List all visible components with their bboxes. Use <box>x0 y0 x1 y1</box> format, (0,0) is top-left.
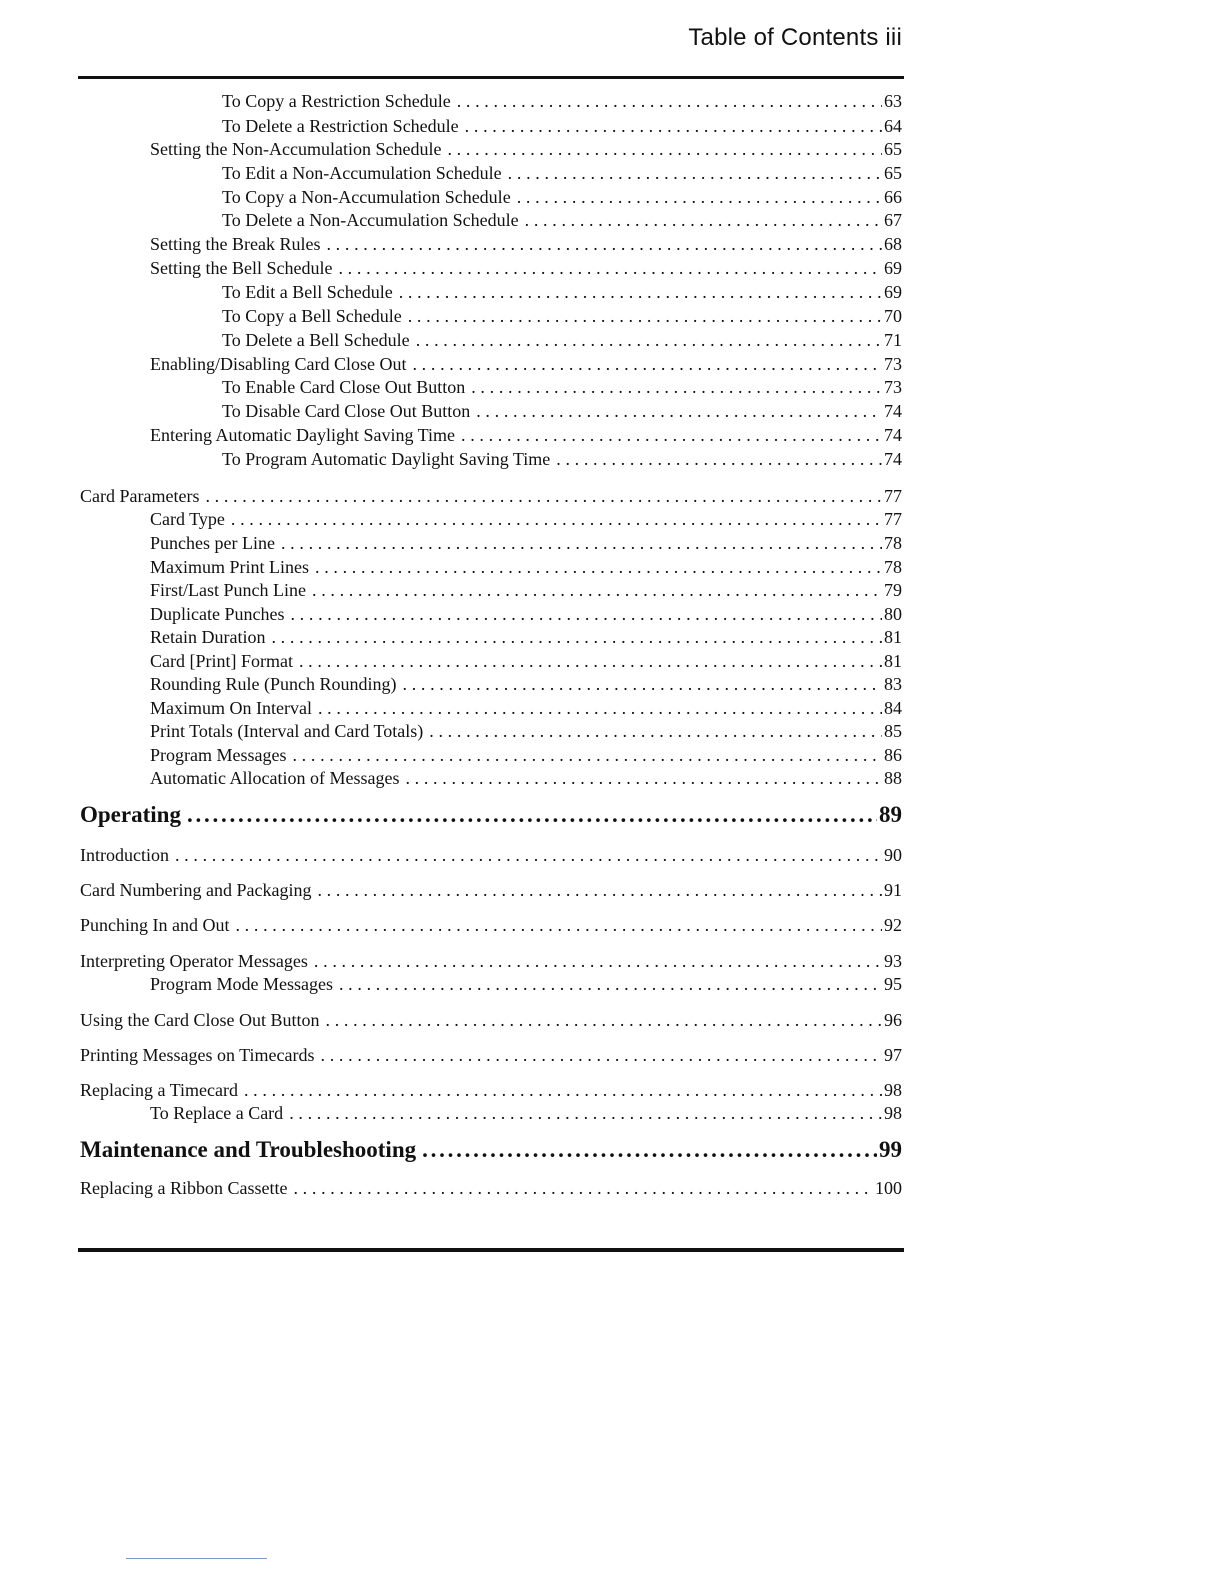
toc-entry <box>150 721 902 742</box>
toc-entry-page: 65 <box>884 163 902 183</box>
toc-entry-page: 69 <box>884 282 902 302</box>
toc-dot-leader <box>315 557 882 578</box>
toc-entry-title: Maximum Print Lines <box>150 557 309 577</box>
toc-dot-leader <box>403 674 883 695</box>
toc-entry-page: 90 <box>884 845 902 865</box>
toc-dot-leader <box>412 354 882 375</box>
toc-entry-page: 69 <box>884 258 902 278</box>
toc-dot-leader <box>271 627 882 648</box>
toc-dot-leader <box>338 258 882 279</box>
toc-entry-page: 67 <box>884 210 902 230</box>
toc-entry-title: Replacing a Timecard <box>80 1080 238 1100</box>
toc-entry-title: Rounding Rule (Punch Rounding) <box>150 674 397 694</box>
top-rule <box>78 76 904 79</box>
toc-dot-leader <box>422 1137 877 1163</box>
toc-entry <box>150 698 902 719</box>
toc-dot-leader <box>447 139 882 160</box>
toc-chapter-entry <box>80 802 902 828</box>
toc-entry <box>222 449 902 470</box>
page-header-title: Table of Contents iii <box>688 24 902 51</box>
toc-entry-page: 66 <box>884 187 902 207</box>
toc-entry-title: To Program Automatic Daylight Saving Time <box>222 449 551 469</box>
toc-entry-title: Retain Duration <box>150 627 266 647</box>
toc-entry-title: To Edit a Non-Accumulation Schedule <box>222 163 502 183</box>
toc-entry-page: 63 <box>884 91 902 111</box>
toc-entry-page: 99 <box>879 1137 902 1162</box>
toc-entry-title: Punching In and Out <box>80 915 230 935</box>
toc-entry-title: Printing Messages on Timecards <box>80 1045 315 1065</box>
toc-entry-title: Card Numbering and Packaging <box>80 880 312 900</box>
toc-entry-title: Card [Print] Format <box>150 651 293 671</box>
toc-dot-leader <box>405 768 882 789</box>
toc-dot-leader <box>289 1103 882 1124</box>
toc-entry-title: Operating <box>80 802 181 827</box>
toc-dot-leader <box>321 1045 882 1066</box>
toc-entry-title: First/Last Punch Line <box>150 580 306 600</box>
toc-entry-page: 81 <box>884 651 902 671</box>
toc-entry <box>150 354 902 375</box>
toc-entry-page: 68 <box>884 234 902 254</box>
toc-entry-title: Setting the Break Rules <box>150 234 321 254</box>
toc-entry-page: 64 <box>884 116 902 136</box>
toc-entry-page: 79 <box>884 580 902 600</box>
toc-entry-page: 74 <box>884 401 902 421</box>
toc-dot-leader <box>235 915 882 936</box>
toc-entry <box>150 258 902 279</box>
toc-entry-title: Card Type <box>150 509 225 529</box>
toc-entry-title: To Copy a Restriction Schedule <box>222 91 451 111</box>
toc-dot-leader <box>556 449 882 470</box>
toc-entry-page: 78 <box>884 557 902 577</box>
toc-entry-page: 100 <box>875 1178 902 1198</box>
toc-entry-page: 77 <box>884 509 902 529</box>
toc-entry <box>150 651 902 672</box>
toc-entry <box>150 974 902 995</box>
toc-entry-title: Punches per Line <box>150 533 275 553</box>
toc-entry-page: 84 <box>884 698 902 718</box>
toc-entry <box>150 768 902 789</box>
toc-dot-leader <box>231 509 882 530</box>
toc-entry-page: 98 <box>884 1080 902 1100</box>
toc-entry-title: To Disable Card Close Out Button <box>222 401 471 421</box>
toc-entry-title: Introduction <box>80 845 169 865</box>
toc-entry <box>80 915 902 936</box>
toc-entry <box>222 163 902 184</box>
toc-entry <box>80 1010 902 1031</box>
toc-chapter-entry <box>80 1137 902 1163</box>
toc-entry <box>222 330 902 351</box>
toc-dot-leader <box>187 802 877 828</box>
toc-entry-title: Setting the Non-Accumulation Schedule <box>150 139 442 159</box>
toc-entry-page: 81 <box>884 627 902 647</box>
toc-entry-page: 73 <box>884 377 902 397</box>
toc-entry-title: Print Totals (Interval and Card Totals) <box>150 721 424 741</box>
toc-entry <box>150 745 902 766</box>
toc-entry <box>80 1178 902 1199</box>
toc-entry-title: Duplicate Punches <box>150 604 285 624</box>
toc-entry-page: 86 <box>884 745 902 765</box>
toc-entry-title: Interpreting Operator Messages <box>80 951 308 971</box>
toc-entry-page: 92 <box>884 915 902 935</box>
toc-dot-leader <box>508 163 882 184</box>
toc-dot-leader <box>326 1010 883 1031</box>
toc-entry <box>80 880 902 901</box>
toc-entry-title: Card Parameters <box>80 486 200 506</box>
toc-entry <box>150 604 902 625</box>
toc-entry-title: Replacing a Ribbon Cassette <box>80 1178 288 1198</box>
toc-entry <box>222 282 902 303</box>
toc-entry <box>150 234 902 255</box>
toc-dot-leader <box>318 698 882 719</box>
toc-entry <box>150 627 902 648</box>
toc-entry-page: 80 <box>884 604 902 624</box>
toc-dot-leader <box>312 580 882 601</box>
footer-mark <box>126 1558 267 1559</box>
toc-entry <box>150 1103 902 1124</box>
toc-entry-page: 74 <box>884 425 902 445</box>
toc-entry-title: Using the Card Close Out Button <box>80 1010 320 1030</box>
toc-entry-title: To Delete a Non-Accumulation Schedule <box>222 210 519 230</box>
toc-dot-leader <box>457 91 882 112</box>
toc-entry-page: 73 <box>884 354 902 374</box>
toc-entry <box>222 306 902 327</box>
toc-entry-page: 78 <box>884 533 902 553</box>
toc-dot-leader <box>465 116 882 137</box>
toc-entry <box>222 401 902 422</box>
toc-entry <box>80 845 902 866</box>
toc-entry-page: 74 <box>884 449 902 469</box>
toc-entry-page: 95 <box>884 974 902 994</box>
toc-entry-page: 77 <box>884 486 902 506</box>
toc-entry <box>80 951 902 972</box>
toc-entry-page: 70 <box>884 306 902 326</box>
toc-entry <box>222 91 902 112</box>
toc-entry-page: 65 <box>884 139 902 159</box>
toc-entry-page: 96 <box>884 1010 902 1030</box>
toc-entry-title: Program Messages <box>150 745 287 765</box>
toc-entry <box>80 1080 902 1101</box>
toc-dot-leader <box>314 951 882 972</box>
toc-entry <box>222 116 902 137</box>
toc-entry-page: 91 <box>884 880 902 900</box>
toc-entry-page: 88 <box>884 768 902 788</box>
toc-entry <box>150 509 902 530</box>
toc-dot-leader <box>429 721 882 742</box>
toc-entry <box>150 139 902 160</box>
toc-entry-page: 98 <box>884 1103 902 1123</box>
toc-dot-leader <box>317 880 882 901</box>
toc-entry-title: To Copy a Non-Accumulation Schedule <box>222 187 511 207</box>
toc-dot-leader <box>290 604 882 625</box>
toc-dot-leader <box>525 210 882 231</box>
toc-entry <box>222 187 902 208</box>
toc-entry <box>80 1045 902 1066</box>
toc-dot-leader <box>517 187 882 208</box>
toc-dot-leader <box>244 1080 882 1101</box>
toc-dot-leader <box>299 651 882 672</box>
toc-entry-title: To Delete a Bell Schedule <box>222 330 410 350</box>
toc-entry <box>150 580 902 601</box>
toc-entry-title: To Copy a Bell Schedule <box>222 306 402 326</box>
toc-dot-leader <box>205 486 882 507</box>
toc-entry <box>150 557 902 578</box>
toc-entry <box>222 377 902 398</box>
toc-entry-title: To Delete a Restriction Schedule <box>222 116 459 136</box>
toc-dot-leader <box>408 306 882 327</box>
toc-dot-leader <box>461 425 882 446</box>
toc-entry-page: 71 <box>884 330 902 350</box>
toc-dot-leader <box>339 974 882 995</box>
toc-entry-title: Entering Automatic Daylight Saving Time <box>150 425 455 445</box>
toc-entry-page: 83 <box>884 674 902 694</box>
toc-dot-leader <box>293 1178 873 1199</box>
toc-entry-title: Maximum On Interval <box>150 698 312 718</box>
toc-dot-leader <box>471 377 882 398</box>
toc-dot-leader <box>476 401 882 422</box>
toc-dot-leader <box>281 533 882 554</box>
toc-entry-title: To Edit a Bell Schedule <box>222 282 393 302</box>
toc-entry <box>80 486 902 507</box>
toc-dot-leader <box>326 234 882 255</box>
toc-dot-leader <box>292 745 882 766</box>
toc-entry-title: Maintenance and Troubleshooting <box>80 1137 417 1162</box>
toc-entry-title: Enabling/Disabling Card Close Out <box>150 354 407 374</box>
toc-entry-title: Program Mode Messages <box>150 974 333 994</box>
toc-entry-page: 93 <box>884 951 902 971</box>
toc-entry <box>150 674 902 695</box>
toc-dot-leader <box>175 845 882 866</box>
toc-entry-page: 85 <box>884 721 902 741</box>
toc-entry <box>150 425 902 446</box>
toc-entry <box>222 210 902 231</box>
toc-entry-page: 97 <box>884 1045 902 1065</box>
bottom-rule <box>78 1248 904 1252</box>
toc-dot-leader <box>399 282 882 303</box>
toc-entry-title: Automatic Allocation of Messages <box>150 768 400 788</box>
toc-entry-title: To Enable Card Close Out Button <box>222 377 466 397</box>
toc-entry-title: Setting the Bell Schedule <box>150 258 333 278</box>
toc-dot-leader <box>416 330 882 351</box>
toc-entry-page: 89 <box>879 802 902 827</box>
toc-entry <box>150 533 902 554</box>
toc-entry-title: To Replace a Card <box>150 1103 284 1123</box>
